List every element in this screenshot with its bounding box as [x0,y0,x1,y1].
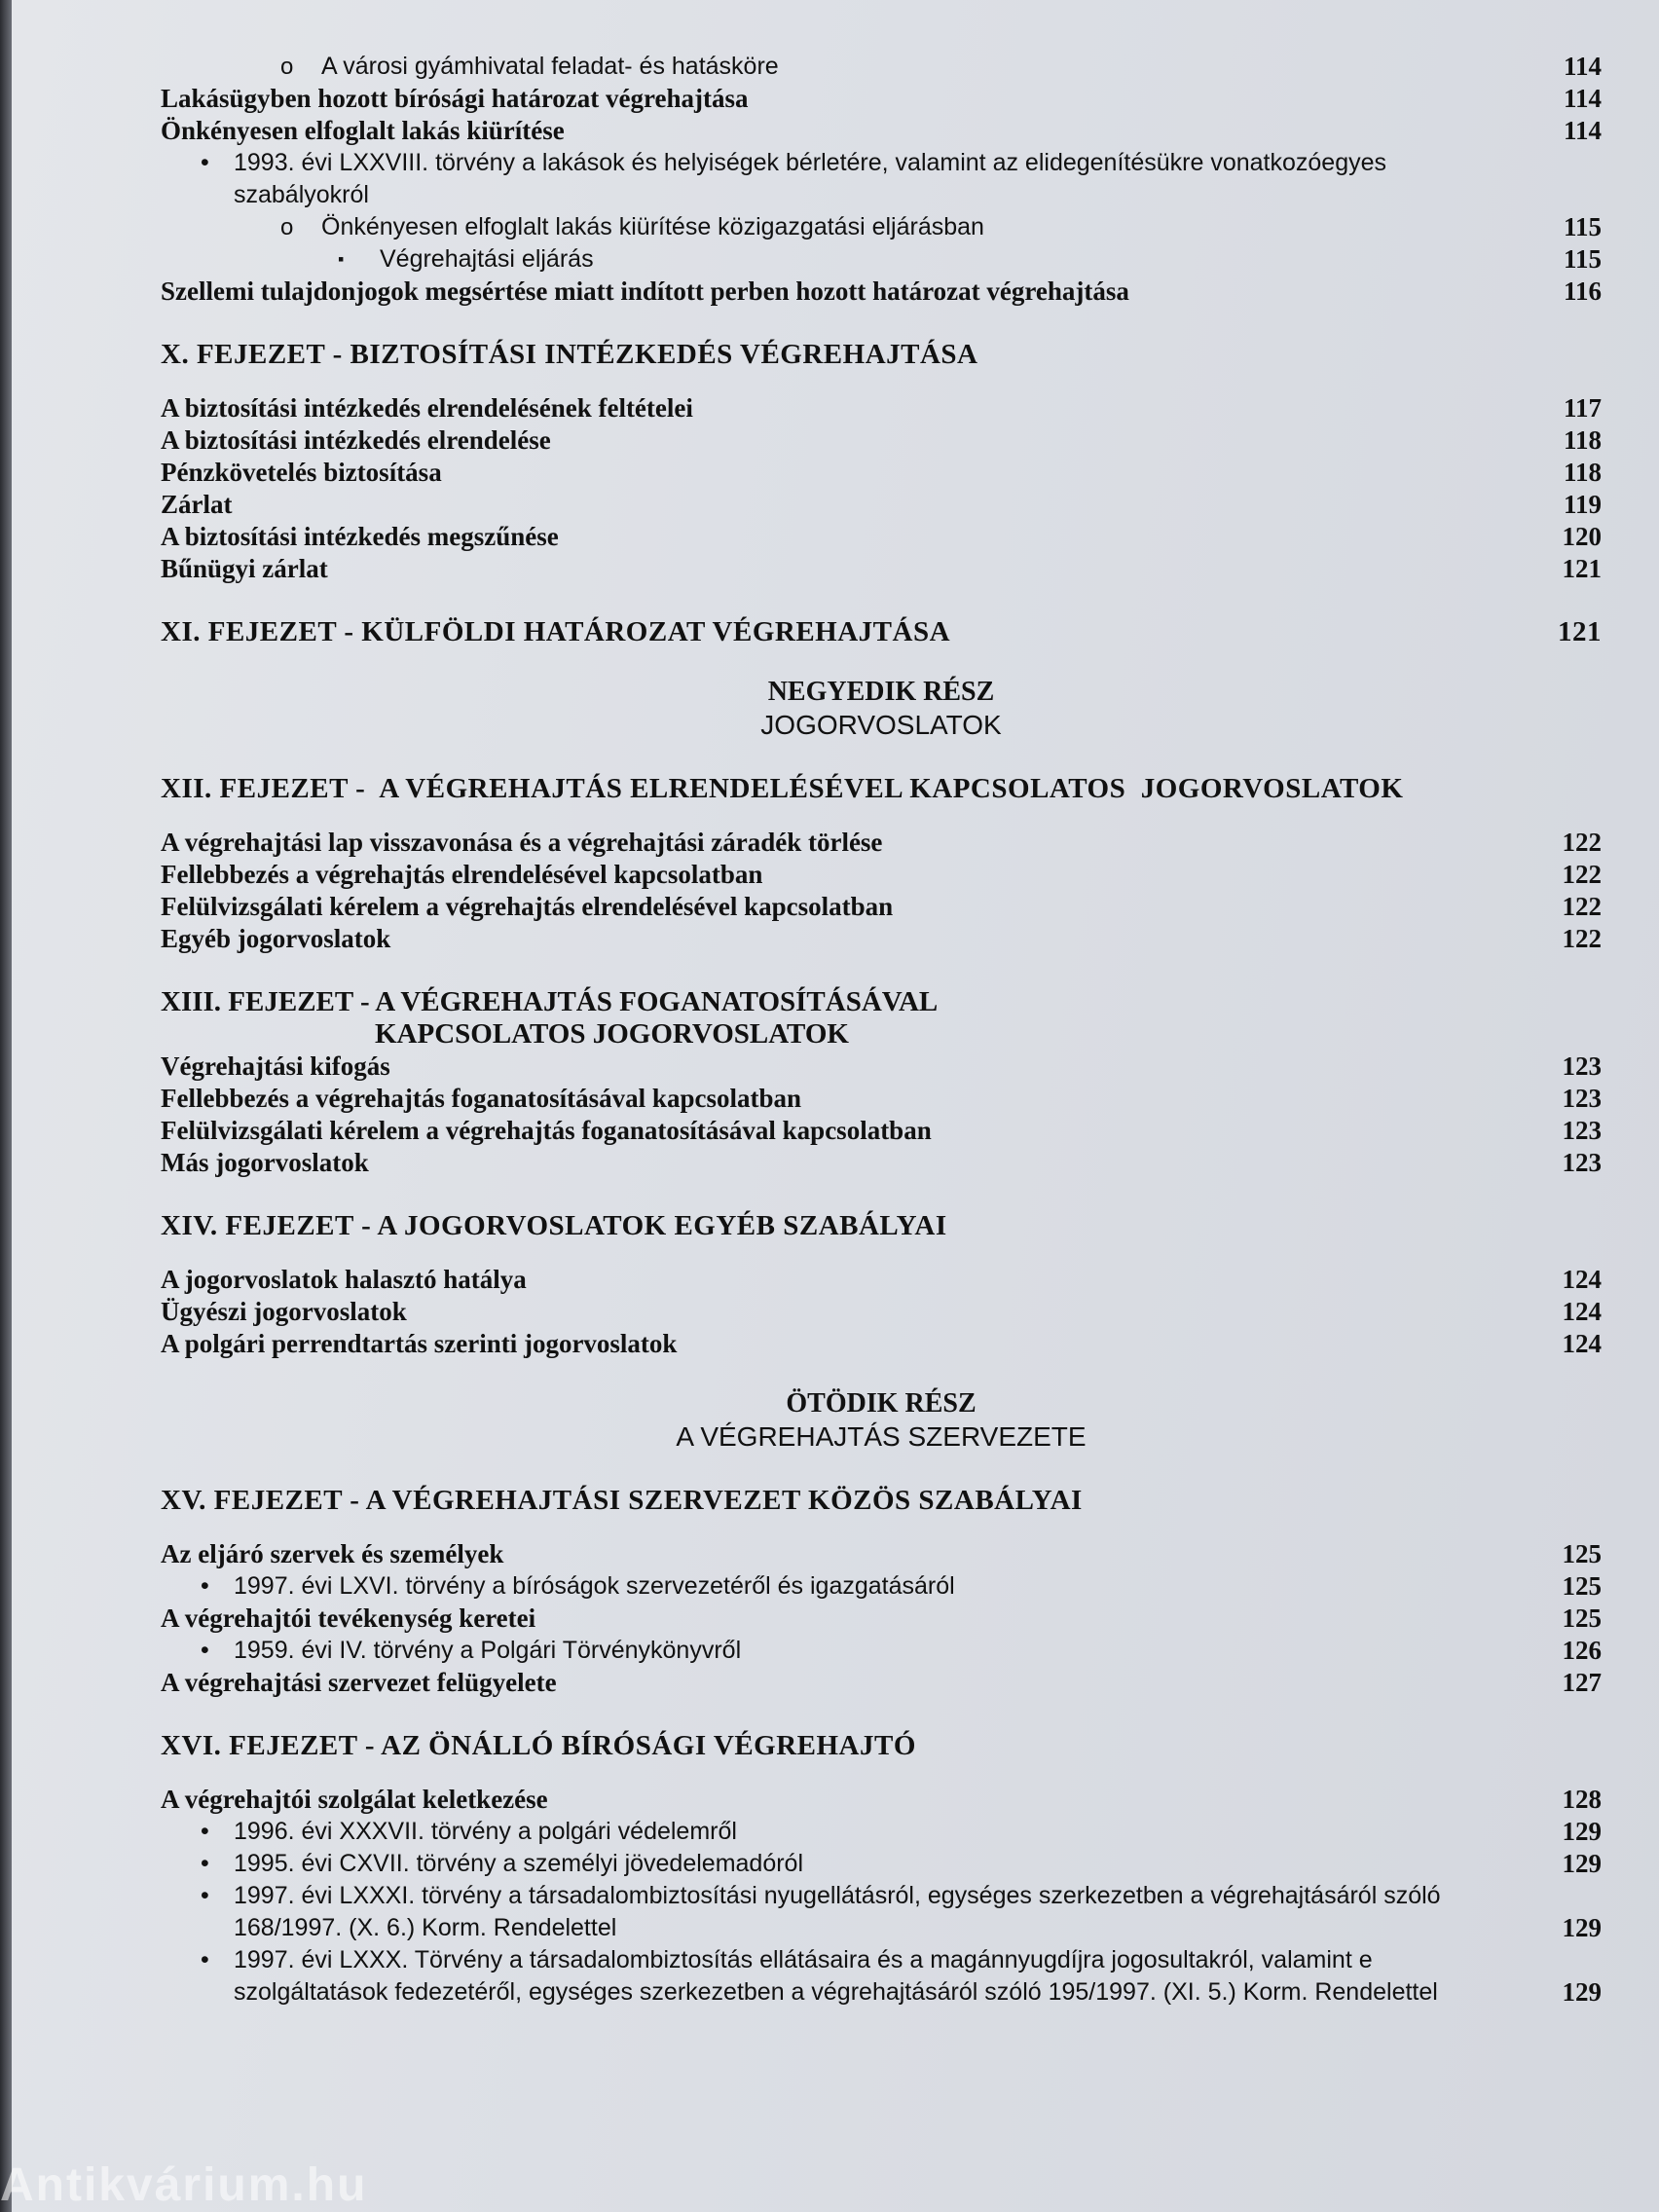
toc-entry-title: A végrehajtói szolgálat keletkezése [161,1785,548,1814]
chapter-12-title [161,773,1602,805]
chapter-13-title-line2: KAPCSOLATOS JOGORVOSLATOK [375,1018,849,1050]
toc-entry-title: A végrehajtási lap visszavonása és a végrehajtási záradék törlése [161,828,883,857]
toc-entry [161,1147,1602,1179]
toc-entry [161,1570,1602,1603]
toc-entry-title: Felülvizsgálati kérelem a végrehajtás foganatosításával kapcsolatban [161,1116,932,1145]
toc-entry-page: 124 [1562,1297,1602,1326]
toc-entry-page: 116 [1563,276,1602,306]
toc-entry-title: Lakásügyben hozott bírósági határozat végrehajtása [161,84,749,113]
chapter-13-title [161,986,1602,1051]
toc-entry [161,1816,1602,1848]
toc-entry [161,392,1602,424]
toc-entry-page: 125 [1562,1539,1602,1568]
toc-entry-title: • 1995. évi CXVII. törvény a személyi jövedelemadóról [161,1848,1533,1880]
toc-entry-page: 123 [1562,1116,1602,1145]
toc-entry [161,1635,1602,1667]
toc-entry [161,424,1602,457]
toc-entry-page: 125 [1562,1571,1602,1601]
toc-entry-title: • 1997. évi LXVI. törvény a bíróságok szervezetéről és igazgatásáról [161,1570,1533,1603]
chapter-11-title-text: XI. FEJEZET - KÜLFÖLDI HATÁROZAT VÉGREHAJTÁSA [161,616,951,647]
toc-entry-title: Szellemi tulajdonjogok megsértése miatt indított perben hozott határozat végrehajtása [161,276,1129,306]
toc-entry-title: A végrehajtói tevékenység keretei [161,1604,536,1633]
toc-entry-page: 118 [1563,425,1602,455]
toc-entry-page: 127 [1562,1668,1602,1697]
chapter-12-title-text: XII. FEJEZET - A VÉGREHAJTÁS ELRENDELÉSÉVEL KAPCSOLATOS JOGORVOSLATOK [161,773,1404,804]
toc-entry-page: 123 [1562,1148,1602,1177]
toc-entry-page: 114 [1563,52,1602,81]
toc-entry-page: 120 [1562,522,1602,551]
watermark-logo: Antikvárium.hu [0,2159,368,2211]
toc-entry [161,1083,1602,1115]
toc-entry [161,1667,1602,1699]
toc-entry [161,1264,1602,1296]
toc-entry-page: 129 [1562,1817,1602,1846]
toc-entry [161,457,1602,489]
toc-entry-page: 123 [1562,1084,1602,1113]
toc-entry-title: A végrehajtási szervezet felügyelete [161,1668,557,1697]
toc-entry [161,211,1602,243]
table-of-contents [161,51,1602,2009]
toc-entry-title: Önkényesen elfoglalt lakás kiürítése [161,116,565,145]
toc-entry [161,1538,1602,1570]
toc-entry-page: 115 [1563,244,1602,274]
toc-entry [161,489,1602,521]
chapter-16-entries [161,1784,1602,2009]
part-5-subtitle: A VÉGREHAJTÁS SZERVEZETE [676,1421,1087,1452]
toc-entry-title: A jogorvoslatok halasztó hatálya [161,1265,527,1294]
toc-entry-title: • 1997. évi LXXXI. törvény a társadalombiztosítási nyugellátásról, egységes szerkezetben a végrehajtásáról szóló 168/1997. (X. 6.) Korm. Rendelettel [161,1880,1533,1944]
chapter-11-title [161,616,1602,648]
toc-entry-page: 119 [1563,490,1602,519]
chapter-16-title [161,1730,1602,1762]
part-5-heading-text: ÖTÖDIK RÉSZ [786,1388,977,1419]
toc-entry [161,83,1602,115]
toc-entry-page: 121 [1562,554,1602,583]
toc-entry [161,1944,1602,2009]
toc-entry [161,1880,1602,1944]
toc-entry [161,891,1602,923]
toc-entry-page: 123 [1562,1051,1602,1081]
toc-entry [161,276,1602,308]
toc-entry [161,521,1602,553]
chapter-13-title-line1: XIII. FEJEZET - A VÉGREHAJTÁS FOGANATOSÍTÁSÁVAL [161,986,939,1017]
toc-entry [161,827,1602,859]
toc-entry-page: 122 [1562,860,1602,889]
toc-entry-page: 122 [1562,892,1602,921]
toc-entry-title: A biztosítási intézkedés elrendelésének feltételei [161,393,693,423]
toc-entry-title: • 1996. évi XXXVII. törvény a polgári védelemről [161,1816,1533,1848]
toc-entry-title: Ügyészi jogorvoslatok [161,1297,407,1326]
toc-entry [161,115,1602,147]
toc-entry-title: Bűnügyi zárlat [161,554,328,583]
toc-entry [161,1115,1602,1147]
toc-entry-page: 129 [1562,1913,1602,1942]
toc-entry [161,1784,1602,1816]
toc-continued-section [161,51,1602,308]
chapter-15-title [161,1485,1602,1517]
toc-entry-title: o Önkényesen elfoglalt lakás kiürítése közigazgatási eljárásban [161,211,1533,243]
chapter-10-title-text: X. FEJEZET - BIZTOSÍTÁSI INTÉZKEDÉS VÉGREHAJTÁSA [161,339,978,370]
toc-entry-page: 128 [1562,1785,1602,1814]
part-4-heading-text: NEGYEDIK RÉSZ [767,677,995,707]
toc-entry [161,1296,1602,1328]
toc-entry-title: Felülvizsgálati kérelem a végrehajtás elrendelésével kapcsolatban [161,892,894,921]
chapter-10-entries [161,392,1602,585]
chapter-15-entries [161,1538,1602,1699]
chapter-14-title-text: XIV. FEJEZET - A JOGORVOSLATOK EGYÉB SZABÁLYAI [161,1210,947,1241]
toc-entry [161,1848,1602,1880]
toc-entry-page: 125 [1562,1604,1602,1633]
toc-entry-title: o A városi gyámhivatal feladat- és hatásköre [161,51,1533,83]
part-4-subtitle: JOGORVOSLATOK [760,710,1002,740]
toc-entry-title: Végrehajtási kifogás [161,1051,390,1081]
toc-entry [161,243,1602,276]
toc-entry [161,1051,1602,1083]
toc-entry-title: Egyéb jogorvoslatok [161,924,391,953]
chapter-11-page: 121 [1558,616,1602,647]
toc-entry-title: Fellebbezés a végrehajtás foganatosításával kapcsolatban [161,1084,801,1113]
chapter-14-entries [161,1264,1602,1360]
toc-entry-page: 114 [1563,116,1602,145]
chapter-12-entries [161,827,1602,955]
toc-entry-title: • 1993. évi LXXVIII. törvény a lakások és helyiségek bérletére, valamint az elidegenítésükre vonatkozóegyes szabályokról [161,147,1533,211]
part-4-heading [161,676,1602,742]
toc-entry-title: Az eljáró szervek és személyek [161,1539,504,1568]
toc-entry-page: 122 [1562,924,1602,953]
toc-entry-page: 114 [1563,84,1602,113]
book-spine-shadow [0,0,12,2212]
toc-entry [161,923,1602,955]
chapter-16-title-text: XVI. FEJEZET - AZ ÖNÁLLÓ BÍRÓSÁGI VÉGREHAJTÓ [161,1730,916,1761]
toc-entry-title: Zárlat [161,490,233,519]
toc-entry [161,1328,1602,1360]
toc-entry-title: A polgári perrendtartás szerinti jogorvoslatok [161,1329,678,1358]
toc-entry-page: 124 [1562,1265,1602,1294]
chapter-15-title-text: XV. FEJEZET - A VÉGREHAJTÁSI SZERVEZET KÖZÖS SZABÁLYAI [161,1485,1083,1516]
toc-entry-title: Fellebbezés a végrehajtás elrendelésével kapcsolatban [161,860,763,889]
toc-entry-page: 117 [1563,393,1602,423]
toc-entry [161,859,1602,891]
toc-entry-title: A biztosítási intézkedés elrendelése [161,425,551,455]
chapter-14-title [161,1210,1602,1242]
toc-entry-title: ▪ Végrehajtási eljárás [161,243,1533,276]
toc-entry [161,147,1602,211]
toc-entry [161,51,1602,83]
toc-entry [161,1603,1602,1635]
toc-entry-title: A biztosítási intézkedés megszűnése [161,522,559,551]
toc-entry [161,553,1602,585]
chapter-10-title [161,339,1602,371]
toc-entry-page: 118 [1563,458,1602,487]
toc-entry-page: 126 [1562,1636,1602,1665]
toc-entry-title: • 1959. évi IV. törvény a Polgári Törvénykönyvről [161,1635,1533,1667]
part-5-heading [161,1387,1602,1454]
chapter-13-entries [161,1051,1602,1179]
toc-entry-title: Pénzkövetelés biztosítása [161,458,442,487]
toc-entry-page: 115 [1563,212,1602,241]
toc-entry-page: 129 [1562,1849,1602,1878]
toc-entry-page: 124 [1562,1329,1602,1358]
toc-entry-page: 129 [1562,1977,1602,2007]
toc-entry-title: • 1997. évi LXXX. Törvény a társadalombiztosítás ellátásaira és a magánnyugdíjra jogosultakról, valamint e szolgáltatások fedezetéről, egységes szerkezetben a végrehajtásáról szóló 195/1997. (XI. 5.) Korm. Rendelettel [161,1944,1533,2009]
toc-entry-page: 122 [1562,828,1602,857]
toc-entry-title: Más jogorvoslatok [161,1148,369,1177]
